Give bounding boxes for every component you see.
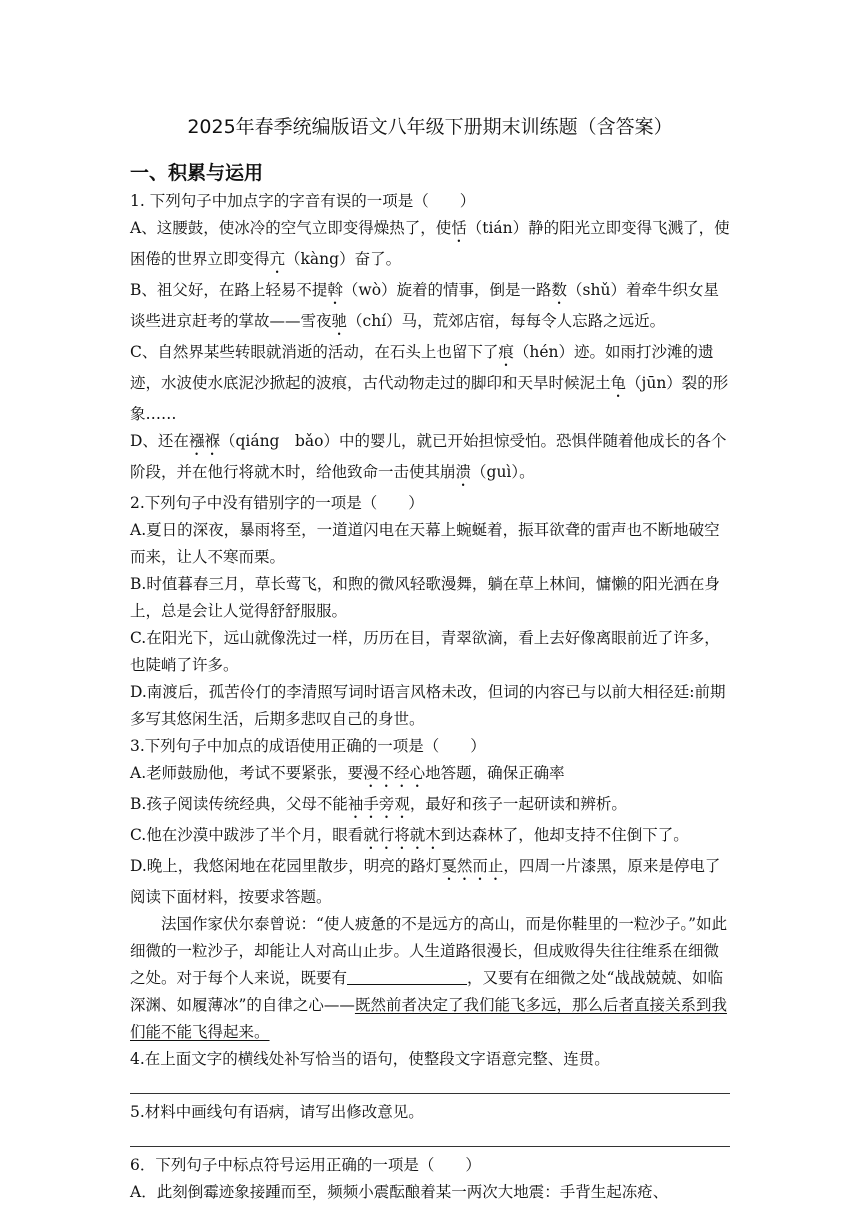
answer-line-5[interactable]	[130, 1126, 730, 1147]
question-2-option-c: C.在阳光下，远山就像洗过一样，历历在目，青翠欲滴，看上去好像离眼前近了许多，也陡峭了许多。	[130, 629, 720, 674]
section-heading: 一、积累与运用	[130, 162, 264, 184]
underlined-sentence: 既然前者决定了我们能飞多远，那么后者直接关系到我们能不能飞得起来。	[130, 996, 727, 1041]
document-body	[130, 188, 730, 1206]
question-1-option-a: A、这腰鼓，使冰冷的空气立即变得燥热了，使恬（tián）静的阳光立即变得飞溅了，使困倦的世界立即变得亢（kàng）奋了。	[130, 219, 730, 268]
answer-line-4[interactable]	[130, 1073, 730, 1094]
question-3-option-a: A.老师鼓励他，考试不要紧张，要漫不经心地答题，确保正确率	[130, 764, 565, 782]
reading-passage: 法国作家伏尔泰曾说：“使人疲惫的不是远方的高山，而是你鞋里的一粒沙子。”如此细微的一粒沙子，却能让人对高山止步。人生道路很漫长，但成败得失往往维系在细微之处。对于每个人来说，既要有 ，又要有在细微之处“战战兢兢、如临深渊、如履薄冰”的自律之心——既然前者决定了我们能飞多远，那么后者直接关系到我们能不能飞得起来。	[130, 915, 728, 1041]
question-3-option-b: B.孩子阅读传统经典，父母不能袖手旁观，最好和孩子一起研读和辨析。	[130, 795, 627, 813]
question-6-option-a: A．此刻倒霉迹象接踵而至，频频小震酝酿着某一两次大地震：手背生起冻疮、	[130, 1183, 669, 1201]
question-4-stem: 4.在上面文字的横线处补写恰当的语句，使整段文字语意完整、连贯。	[130, 1050, 610, 1068]
question-6-stem: 6．下列句子中标点符号运用正确的一项是（ ）	[130, 1156, 481, 1174]
question-5-stem: 5.材料中画线句有语病，请写出修改意见。	[130, 1103, 424, 1121]
question-2-option-d: D.南渡后，孤苦伶仃的李清照写词时语言风格未改，但词的内容已与以前大相径廷:前期多写其悠闲生活，后期多悲叹自己的身世。	[130, 683, 726, 728]
question-1-option-c: C、自然界某些转眼就消逝的活动，在石头上也留下了痕（hén）迹。如雨打沙滩的遗迹，水波使水底泥沙掀起的波痕，古代动物走过的脚印和天旱时候泥土龟（jūn）裂的形象……	[130, 343, 729, 423]
question-3-option-d: D.晚上，我悠闲地在花园里散步，明亮的路灯戛然而止，四周一片漆黑，原来是停电了	[130, 857, 721, 875]
page-title: 2025年春季统编版语文八年级下册期末训练题（含答案）	[187, 116, 673, 138]
question-3-option-c: C.他在沙漠中跋涉了半个月，眼看就行将就木到达森林了，他却支持不住倒下了。	[130, 826, 689, 844]
question-1-option-b: B、祖父好，在路上轻易不提斡（wò）旋着的情事，倒是一路数（shǔ）着牵牛织女星谈些进京赶考的掌故——雪夜驰（chí）马，荒郊店宿，每每令人忘路之远近。	[130, 281, 719, 330]
fill-blank-line[interactable]	[347, 968, 467, 985]
question-1-stem: 1. 下列句子中加点字的字音有误的一项是（ ）	[130, 192, 476, 210]
question-3-stem: 3.下列句子中加点的成语使用正确的一项是（ ）	[130, 737, 486, 755]
question-2-option-a: A.夏日的深夜，暴雨将至，一道道闪电在天幕上蜿蜒着，振耳欲聋的雷声也不断地破空而来，让人不寒而栗。	[130, 521, 720, 566]
question-2-stem: 2.下列句子中没有错别字的一项是（ ）	[130, 494, 424, 512]
reading-intro: 阅读下面材料，按要求答题。	[130, 888, 332, 906]
question-2-option-b: B.时值暮春三月，草长莺飞，和煦的微风轻歌漫舞，躺在草上林间，慵懒的阳光洒在身上，总是会让人觉得舒舒服服。	[130, 575, 720, 620]
question-1-option-d: D、还在襁褓（qiáng bǎo）中的婴儿，就已开始担惊受怕。恐惧伴随着他成长的各个阶段，并在他行将就木时，给他致命一击使其崩溃（guì）。	[130, 432, 727, 481]
